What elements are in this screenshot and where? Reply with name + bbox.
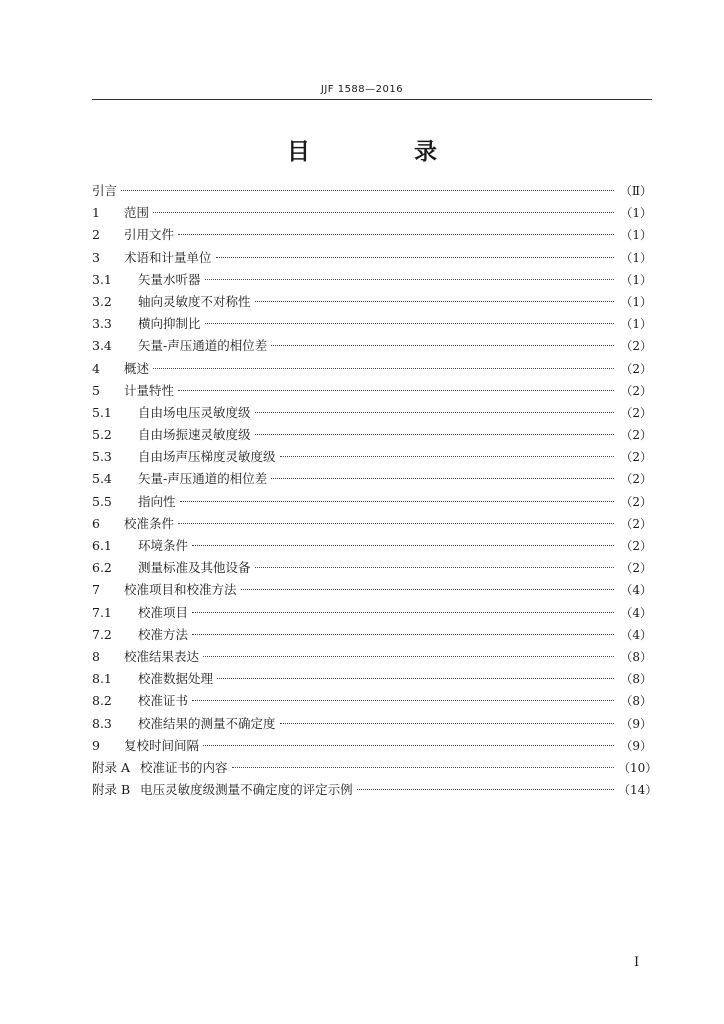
toc-entry-page: （9） [620,716,652,731]
toc-entry-title: 校准结果表达 [124,648,200,664]
toc-entry-page: （2） [620,472,652,487]
toc-entry-number: 1 [92,205,100,221]
toc-dot-leader [271,478,614,479]
toc-entry-page: （2） [620,494,652,509]
toc-entry[interactable] [92,646,652,668]
toc-entry-page: （1） [620,272,652,287]
toc-entry-page: （9） [620,738,652,753]
toc-entry-number: 附录 A [92,759,131,775]
toc-dot-leader [153,212,614,213]
toc-entry-title: 轴向灵敏度不对称性 [138,293,251,309]
toc-entry-page: （1） [620,228,652,243]
toc-entry-number: 9 [92,737,100,753]
toc-entry-number: 2 [92,227,100,243]
toc-entry[interactable] [92,313,652,335]
toc-dot-leader [232,767,614,768]
toc-entry[interactable] [92,557,652,579]
toc-entry-title: 自由场电压灵敏度级 [138,404,251,420]
toc-dot-leader [192,612,614,613]
toc-dot-leader [255,412,614,413]
toc-entry-number: 5.3 [92,449,112,465]
page-number: Ⅰ [634,955,640,970]
toc-entry-title: 自由场声压梯度灵敏度级 [138,449,276,465]
toc-entry[interactable] [92,402,652,424]
toc-entry-title: 自由场振速灵敏度级 [138,427,251,443]
toc-dot-leader [255,567,614,568]
toc-entry-page: （4） [620,605,652,620]
toc-entry[interactable] [92,224,652,246]
toc-entry-title: 计量特性 [124,382,175,398]
toc-dot-leader [192,700,614,701]
toc-entry-title: 概述 [124,360,150,376]
toc-dot-leader [255,434,614,435]
toc-entry[interactable] [92,247,652,269]
toc-entry-title: 环境条件 [138,538,189,553]
toc-entry-title: 校准条件 [124,515,175,531]
toc-entry-title: 校准数据处理 [138,671,214,687]
toc-entry-title: 指向性 [138,493,176,509]
toc-entry-page: （14） [618,783,658,798]
toc-entry-number: 7 [92,582,100,598]
toc-entry-number: 3.1 [92,271,112,287]
toc-entry[interactable] [92,291,652,313]
toc-entry[interactable] [92,579,652,601]
toc-entry[interactable] [92,735,652,757]
toc-dot-leader [153,368,614,369]
header-rule [92,99,652,100]
toc-entry-number: 3.4 [92,338,112,354]
toc-entry-page: （2） [620,539,652,553]
toc-entry-number: 8 [92,648,100,664]
toc-entry-number: 6 [92,515,100,531]
toc-entry-title: 校准项目和校准方法 [124,582,237,598]
toc-entry-page: （1） [620,206,652,221]
toc-entry[interactable] [92,713,652,735]
toc-dot-leader [205,323,614,324]
toc-entry[interactable] [92,624,652,646]
toc-entry-title: 复校时间间隔 [124,737,200,753]
toc-entry-number: 5.1 [92,404,112,420]
toc-entry-title: 校准项目 [138,604,189,620]
toc-entry[interactable] [92,358,652,380]
toc-dot-leader [178,523,614,524]
toc-entry-number: 3.2 [92,293,112,309]
toc-dot-leader [192,634,614,635]
toc-entry-page: （2） [620,383,652,398]
toc-entry-title: 校准证书的内容 [140,759,228,775]
toc-entry-number: 8.3 [92,715,112,731]
toc-dot-leader [280,723,614,724]
toc-entry[interactable] [92,535,652,557]
toc-entry[interactable] [92,668,652,690]
toc-entry[interactable] [92,690,652,712]
toc-entry[interactable] [92,424,652,446]
toc-entry-title: 引用文件 [124,227,175,243]
toc-entry-number: 6.2 [92,560,112,576]
toc-entry[interactable] [92,335,652,357]
toc-entry-number: 5 [92,382,100,398]
toc-entry-page: （2） [620,516,652,531]
toc-entry-number: 8.2 [92,693,112,709]
table-of-contents [92,180,658,801]
toc-entry-number: 4 [92,360,100,376]
toc-entry-title: 测量标准及其他设备 [138,560,251,576]
toc-entry-page: （2） [620,450,652,465]
toc-entry-page: （2） [620,428,652,443]
toc-entry-page: （8） [620,649,652,664]
toc-entry-title: 校准结果的测量不确定度 [138,715,276,731]
toc-entry-page: （8） [620,694,652,709]
toc-entry-page: （Ⅱ） [619,184,652,198]
toc-entry-number: 5.2 [92,427,112,443]
toc-entry-page: （2） [620,561,652,576]
toc-dot-leader [241,589,614,590]
page-title: 目 录 [286,138,485,165]
toc-dot-leader [180,501,614,502]
toc-entry-number: 7.1 [92,604,112,620]
toc-entry-number: 7.2 [92,626,112,642]
document-code-header: JJF 1588—2016 [320,84,404,95]
toc-entry-page: （1） [620,250,652,265]
toc-entry[interactable] [92,602,652,624]
toc-entry-page: （2） [620,361,652,376]
toc-dot-leader [192,545,614,546]
toc-entry[interactable] [92,468,652,490]
toc-dot-leader [280,456,614,457]
toc-entry-page: （10） [618,760,658,775]
toc-dot-leader [271,345,614,346]
toc-entry[interactable] [92,380,652,402]
toc-entry-number: 8.1 [92,671,112,687]
toc-entry-title: 引言 [92,183,118,198]
toc-entry[interactable] [92,446,652,468]
toc-entry-page: （2） [620,405,652,420]
toc-dot-leader [203,745,614,746]
toc-entry-number: 3.3 [92,316,112,332]
toc-entry-title: 矢量-声压通道的相位差 [138,338,268,354]
toc-entry-number: 5.5 [92,493,112,509]
toc-dot-leader [205,279,614,280]
toc-entry-number: 附录 B [92,782,131,798]
toc-dot-leader [178,234,614,235]
toc-entry-page: （4） [620,583,652,598]
toc-entry[interactable] [92,202,652,224]
toc-dot-leader [178,390,614,391]
toc-dot-leader [357,789,614,790]
toc-entry-number: 6.1 [92,538,112,553]
toc-dot-leader [216,257,614,258]
toc-entry-title: 横向抑制比 [138,316,201,332]
toc-entry[interactable] [92,180,652,202]
toc-dot-leader [217,678,614,679]
toc-entry-number: 3 [92,249,100,265]
toc-dot-leader [121,190,614,191]
toc-entry-title: 校准证书 [138,693,189,709]
toc-entry[interactable] [92,491,652,513]
toc-entry-page: （1） [620,294,652,309]
toc-entry-page: （8） [620,672,652,687]
toc-entry-page: （1） [620,317,652,332]
toc-entry-title: 范围 [124,205,150,221]
toc-entry[interactable] [92,513,652,535]
toc-entry-number: 5.4 [92,471,112,487]
toc-entry-title: 电压灵敏度级测量不确定度的评定示例 [140,782,353,798]
toc-dot-leader [255,301,614,302]
toc-entry[interactable] [92,269,652,291]
toc-entry[interactable] [92,757,658,779]
toc-entry-title: 术语和计量单位 [124,249,212,265]
toc-entry-title: 矢量-声压通道的相位差 [138,471,268,487]
toc-entry-page: （2） [620,339,652,354]
toc-entry[interactable] [92,779,658,801]
toc-dot-leader [203,656,614,657]
toc-entry-page: （4） [620,627,652,642]
toc-entry-title: 矢量水听器 [138,271,201,287]
toc-entry-title: 校准方法 [138,626,189,642]
